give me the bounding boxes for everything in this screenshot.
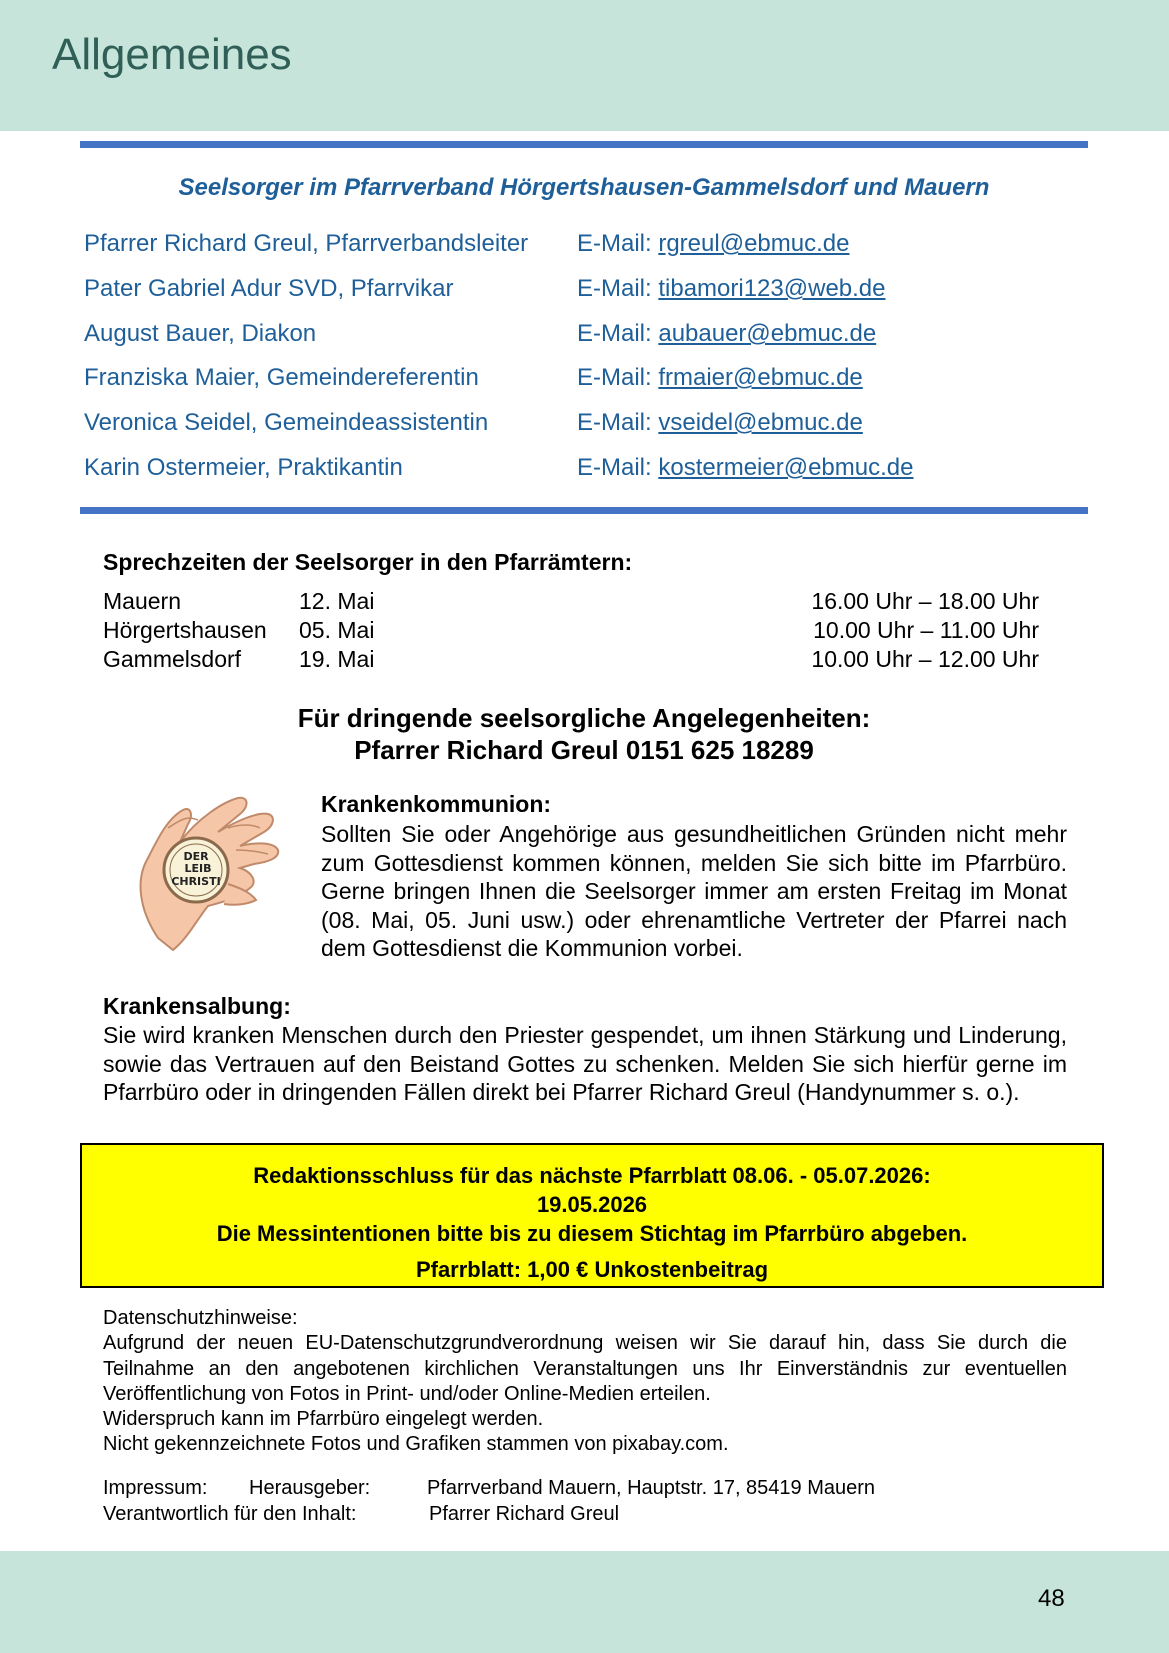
email-link[interactable]: rgreul@ebmuc.de: [658, 230, 850, 257]
urgent-contact: [80, 702, 1088, 766]
krankenkommunion-heading: Krankenkommunion:: [321, 791, 552, 817]
privacy-heading: Datenschutzhinweise:: [103, 1307, 298, 1329]
krankensalbung-heading: Krankensalbung:: [103, 993, 291, 1019]
staff-email: E-Mail: rgreul@ebmuc.de: [577, 230, 850, 257]
office-hours-heading: Sprechzeiten der Seelsorger in den Pfarrämtern:: [103, 549, 633, 575]
imprint-row: [103, 1503, 1067, 1529]
email-link[interactable]: vseidel@ebmuc.de: [658, 409, 863, 436]
staff-row: [84, 230, 1088, 262]
staff-heading: Seelsorger im Pfarrverband Hörgertshausen-Gammelsdorf und Mauern: [178, 174, 990, 201]
staff-name: August Bauer, Diakon: [84, 320, 317, 347]
staff-row: [84, 409, 1088, 441]
office-time: 10.00 Uhr – 11.00 Uhr: [813, 617, 1039, 643]
host-text: LEIB: [184, 862, 212, 875]
office-date: 12. Mai: [299, 588, 375, 614]
office-date: 19. Mai: [299, 646, 375, 672]
page-number: 48: [1038, 1585, 1065, 1612]
staff-name: Pfarrer Richard Greul, Pfarrverbandsleiter: [84, 230, 529, 257]
imprint-label: Impressum:: [103, 1477, 208, 1499]
top-divider: [80, 141, 1088, 148]
krankensalbung-text: Sie wird kranken Menschen durch den Priester gespendet, um ihnen Stärkung und Linderung, sowie das Vertrauen auf den Beistand Gottes zu schenken. Melden Sie sich hierfür gerne im Pfarrbüro oder in dringenden Fällen direkt bei Pfarrer Richard Greul (Handynummer s. o.).: [103, 1022, 1067, 1106]
staff-row: [84, 320, 1088, 352]
office-date: 05. Mai: [299, 617, 375, 643]
urgent-phone: Pfarrer Richard Greul 0151 625 18289: [354, 735, 814, 765]
staff-row: [84, 454, 1088, 486]
footer-band: [0, 1551, 1169, 1653]
host-text: CHRISTI: [171, 875, 221, 888]
email-link[interactable]: aubauer@ebmuc.de: [658, 320, 877, 347]
staff-row: [84, 364, 1088, 396]
privacy-text: Aufgrund der neuen EU-Datenschutzgrundverordnung weisen wir Sie darauf hin, dass Sie durch die Teilnahme an den angebotenen kirchlichen Veranstaltungen uns Ihr Einverständnis zur eventuellen Veröffentlichung von Fotos in Print- und/oder Online-Medien erteilen.: [103, 1332, 1067, 1405]
deadline-note: Die Messintentionen bitte bis zu diesem Stichtag im Pfarrbüro abgeben.: [216, 1221, 968, 1246]
deadline-title: Redaktionsschluss für das nächste Pfarrblatt 08.06. - 05.07.2026:: [253, 1163, 931, 1188]
page-title: Allgemeines: [52, 30, 292, 79]
office-place: Mauern: [103, 588, 181, 614]
staff-row: [84, 275, 1088, 307]
responsible-label: Verantwortlich für den Inhalt:: [103, 1503, 357, 1525]
office-hours-row: [103, 588, 1039, 617]
office-time: 16.00 Uhr – 18.00 Uhr: [811, 588, 1039, 614]
publisher: Pfarrverband Mauern, Hauptstr. 17, 85419 Mauern: [427, 1477, 876, 1499]
privacy-notice: [103, 1306, 1067, 1458]
staff-name: Karin Ostermeier, Praktikantin: [84, 454, 403, 481]
krankenkommunion-text: Sollten Sie oder Angehörige aus gesundheitlichen Gründen nicht mehr zum Gottesdienst kommen können, melden Sie sich bitte im Pfarrbüro. Gerne bringen Ihnen die Seelsorger immer am ersten Freitag im Monat (08. Mai, 05. Juni usw.) oder ehrenamtliche Vertreter der Pfarrei nach dem Gottesdienst die Kommunion vorbei.: [321, 821, 1067, 962]
email-link[interactable]: tibamori123@web.de: [658, 275, 886, 302]
deadline-box: [80, 1143, 1104, 1288]
staff-name: Veronica Seidel, Gemeindeassistentin: [84, 409, 489, 436]
imprint-row: [103, 1477, 1067, 1503]
price-note: Pfarrblatt: 1,00 € Unkostenbeitrag: [415, 1257, 769, 1282]
office-hours-row: [103, 646, 1039, 675]
hands-host-image: [128, 788, 284, 954]
host-text: DER: [183, 850, 209, 863]
office-place: Hörgertshausen: [103, 617, 267, 643]
urgent-line: Für dringende seelsorgliche Angelegenheiten:: [297, 703, 871, 733]
publisher-label: Herausgeber:: [249, 1477, 371, 1499]
office-place: Gammelsdorf: [103, 646, 242, 672]
staff-name: Pater Gabriel Adur SVD, Pfarrvikar: [84, 275, 454, 302]
staff-email: E-Mail: kostermeier@ebmuc.de: [577, 454, 914, 481]
bottom-divider: [80, 507, 1088, 514]
staff-email: E-Mail: tibamori123@web.de: [577, 275, 886, 302]
staff-name: Franziska Maier, Gemeindereferentin: [84, 364, 479, 391]
staff-email: E-Mail: frmaier@ebmuc.de: [577, 364, 863, 391]
staff-email: E-Mail: aubauer@ebmuc.de: [577, 320, 877, 347]
responsible: Pfarrer Richard Greul: [429, 1503, 620, 1525]
staff-email: E-Mail: vseidel@ebmuc.de: [577, 409, 863, 436]
privacy-objection: Widerspruch kann im Pfarrbüro eingelegt werden.: [103, 1408, 544, 1431]
email-link[interactable]: kostermeier@ebmuc.de: [658, 454, 914, 481]
email-link[interactable]: frmaier@ebmuc.de: [658, 364, 863, 391]
deadline-date: 19.05.2026: [536, 1192, 648, 1217]
office-time: 10.00 Uhr – 12.00 Uhr: [811, 646, 1039, 672]
office-hours-row: [103, 617, 1039, 646]
privacy-photo-credit: Nicht gekennzeichnete Fotos und Grafiken stammen von pixabay.com.: [103, 1433, 729, 1456]
